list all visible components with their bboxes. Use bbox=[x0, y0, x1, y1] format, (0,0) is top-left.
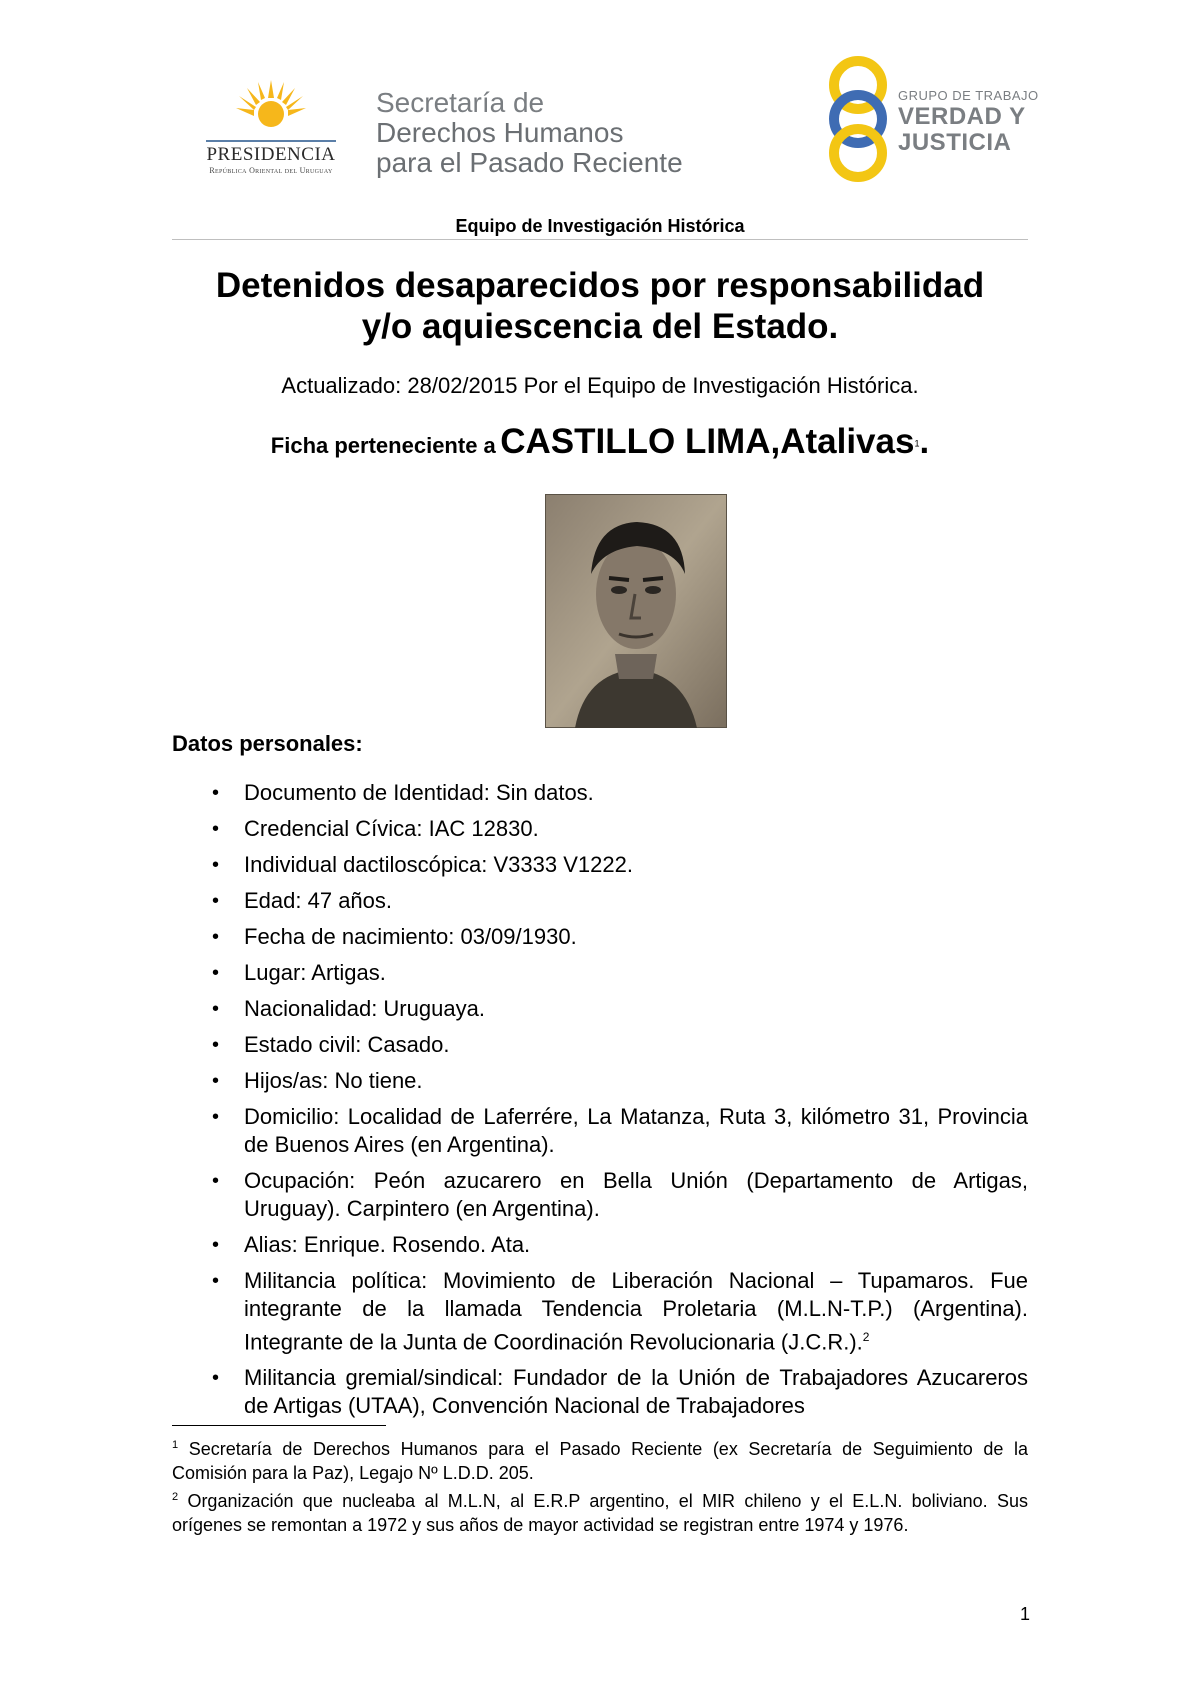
footnote: $^1$ Secretaría de Derechos Humanos para el Pasado Reciente (ex Secretaría de Seguimiento de la Comisión para la Paz), Legajo Nº L.D.D. 205. bbox=[172, 1439, 1028, 1483]
bullet-icon: • bbox=[212, 998, 220, 1020]
vyj-subtitle: GRUPO DE TRABAJO bbox=[898, 88, 1039, 103]
vyj-line-2: JUSTICIA bbox=[898, 129, 1012, 156]
person-photo-icon bbox=[545, 494, 727, 728]
bullet-icon: • bbox=[212, 1070, 220, 1092]
list-item: • Alias: Enrique. Rosendo. Ata. bbox=[212, 1232, 531, 1257]
updated-line: Actualizado: 28/02/2015 Por el Equipo de Investigación Histórica. bbox=[281, 373, 919, 398]
page-title-line: y/o aquiescencia del Estado. bbox=[361, 307, 839, 346]
ficha-end: . bbox=[919, 422, 930, 461]
list-item: • Estado civil: Casado. bbox=[212, 1032, 450, 1057]
list-item: • Ocupación: Peón azucarero en Bella Unión (Departamento de Artigas, Uruguay). Carpintero (en Argentina). bbox=[212, 1168, 1028, 1221]
footnotes bbox=[172, 1433, 1028, 1537]
bullet-icon: • bbox=[212, 818, 220, 840]
bullet-icon: • bbox=[212, 1106, 220, 1128]
sun-icon bbox=[234, 78, 308, 140]
header-rule bbox=[172, 239, 1028, 240]
list-item: • Domicilio: Localidad de Laferrére, La Matanza, Ruta 3, kilómetro 31, Provincia de Buenos Aires (en Argentina). bbox=[212, 1104, 1028, 1157]
page-number: 1 bbox=[1019, 1604, 1030, 1624]
bullet-icon: • bbox=[212, 1234, 220, 1256]
ficha-prefix: Ficha perteneciente a bbox=[270, 433, 496, 458]
list-item: • Edad: 47 años. bbox=[212, 888, 393, 913]
list-item: • Nacionalidad: Uruguaya. bbox=[212, 996, 485, 1021]
secretaria-line: Derechos Humanos bbox=[376, 117, 624, 148]
secretaria-line: para el Pasado Reciente bbox=[376, 147, 683, 178]
team-header: Equipo de Investigación Histórica bbox=[455, 216, 745, 236]
list-item: • Hijos/as: No tiene. bbox=[212, 1068, 423, 1093]
bullet-icon: • bbox=[212, 890, 220, 912]
personal-data-list bbox=[172, 779, 1028, 1428]
section-heading: Datos personales: bbox=[172, 731, 363, 756]
footnote-ref: 1 bbox=[914, 438, 920, 449]
verdad-justicia-rings-icon bbox=[822, 56, 894, 182]
list-item: • Documento de Identidad: Sin datos. bbox=[212, 780, 594, 805]
secretaria-logo bbox=[376, 88, 683, 178]
bullet-icon: • bbox=[212, 782, 220, 804]
bullet-icon: • bbox=[212, 926, 220, 948]
presidencia-subtitle: República Oriental del Uruguay bbox=[209, 166, 333, 175]
footnote: $^2$ Organización que nucleaba al M.L.N, al E.R.P argentino, el MIR chileno y el E.L.N. boliviano. Sus orígenes se remontan a 1972 y sus años de mayor actividad se registran entre 1974 y 1976. bbox=[172, 1491, 1028, 1535]
footnote-rule bbox=[172, 1425, 386, 1426]
verdad-justicia-logo bbox=[898, 88, 1039, 156]
list-item: • Lugar: Artigas. bbox=[212, 960, 386, 985]
ficha-heading bbox=[172, 422, 1028, 462]
bullet-icon: • bbox=[212, 854, 220, 876]
page-title bbox=[172, 265, 1028, 347]
list-item: • Fecha de nacimiento: 03/09/1930. bbox=[212, 924, 577, 949]
bullet-icon: • bbox=[212, 1170, 220, 1192]
bullet-icon: • bbox=[212, 1270, 220, 1292]
list-item: • Credencial Cívica: IAC 12830. bbox=[212, 816, 539, 841]
vyj-line-1: VERDAD Y bbox=[898, 103, 1026, 130]
bullet-icon: • bbox=[212, 962, 220, 984]
presidencia-logo bbox=[192, 78, 350, 178]
list-item: • Militancia política: Movimiento de Liberación Nacional – Tupamaros. Fue integrante de la llamada Tendencia Proletaria (M.L.N-T.P.) (Argentina). Integrante de la Junta de Coordinación Revolucionaria (J.C.R.).$^2$ bbox=[212, 1268, 1028, 1355]
bullet-icon: • bbox=[212, 1034, 220, 1056]
list-item: • Individual dactiloscópica: V3333 V1222. bbox=[212, 852, 633, 877]
secretaria-line: Secretaría de bbox=[376, 87, 545, 118]
presidencia-title: PRESIDENCIA bbox=[206, 144, 336, 165]
page-title-line: Detenidos desaparecidos por responsabilidad bbox=[215, 266, 985, 305]
list-item: • Militancia gremial/sindical: Fundador de la Unión de Trabajadores Azucareros de Artigas (UTAA), Convención Nacional de Trabajadores bbox=[212, 1365, 1028, 1419]
footnote-ref: 2 bbox=[862, 1330, 870, 1344]
presidencia-divider bbox=[206, 140, 336, 142]
bullet-icon: • bbox=[212, 1367, 220, 1390]
person-name: CASTILLO LIMA,Atalivas bbox=[500, 422, 915, 461]
